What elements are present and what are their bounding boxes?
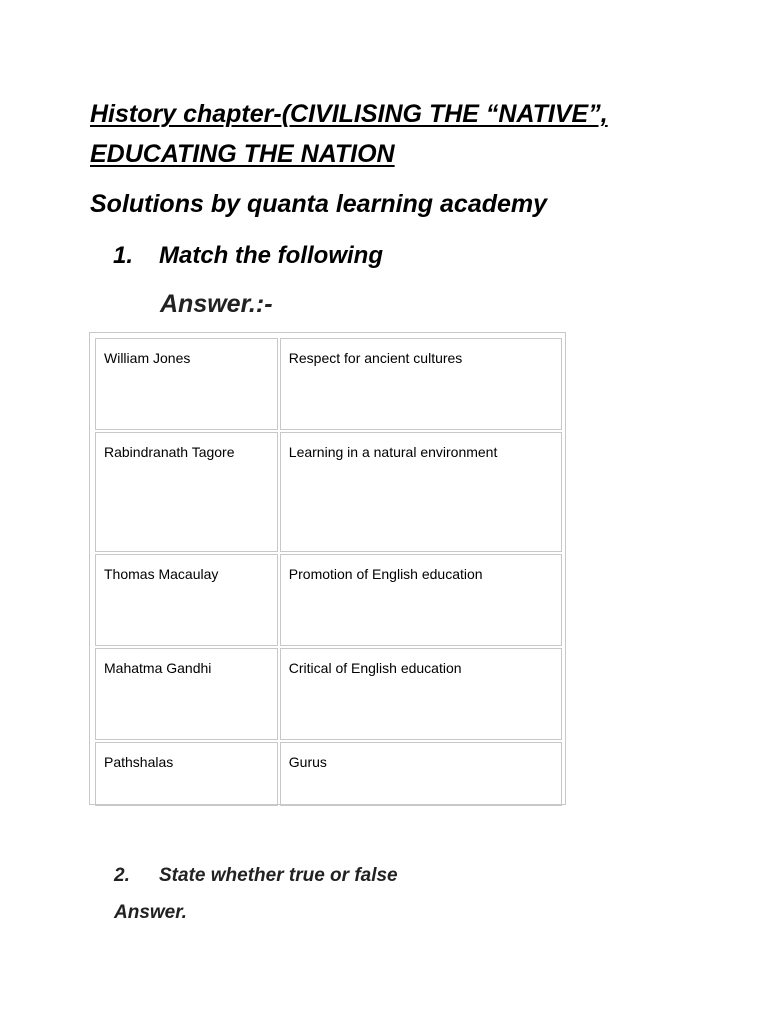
- table-cell-right: Respect for ancient cultures: [280, 338, 562, 430]
- question-2-answer-label: Answer.: [114, 902, 187, 923]
- question-2-number: 2.: [114, 865, 130, 886]
- question-1-heading: [113, 236, 383, 276]
- table-row: [95, 554, 562, 646]
- table-cell-left: William Jones: [95, 338, 278, 430]
- table-row: [95, 432, 562, 552]
- table-cell-right: Critical of English education: [280, 648, 562, 740]
- question-2-heading: [114, 862, 398, 890]
- table-row: [95, 742, 562, 806]
- question-1-answer-label: Answer.:-: [160, 290, 273, 318]
- document-subtitle: Solutions by quanta learning academy: [90, 190, 548, 218]
- question-2-text: State whether true or false: [159, 865, 398, 886]
- table-cell-left: Thomas Macaulay: [95, 554, 278, 646]
- table-cell-left: Mahatma Gandhi: [95, 648, 278, 740]
- match-table: [93, 336, 564, 808]
- table-cell-right: Promotion of English education: [280, 554, 562, 646]
- document-title: [90, 94, 690, 174]
- title-line-2: EDUCATING THE NATION: [90, 140, 395, 168]
- table-row: [95, 648, 562, 740]
- question-1-number: 1.: [113, 242, 134, 269]
- table-cell-right: Learning in a natural environment: [280, 432, 562, 552]
- title-line-1: History chapter-(CIVILISING THE “NATIVE”,: [90, 100, 608, 128]
- table-cell-right: Gurus: [280, 742, 562, 806]
- table-cell-left: Pathshalas: [95, 742, 278, 806]
- match-table-container: [89, 332, 566, 805]
- question-1-text: Match the following: [159, 242, 383, 269]
- table-cell-left: Rabindranath Tagore: [95, 432, 278, 552]
- table-row: [95, 338, 562, 430]
